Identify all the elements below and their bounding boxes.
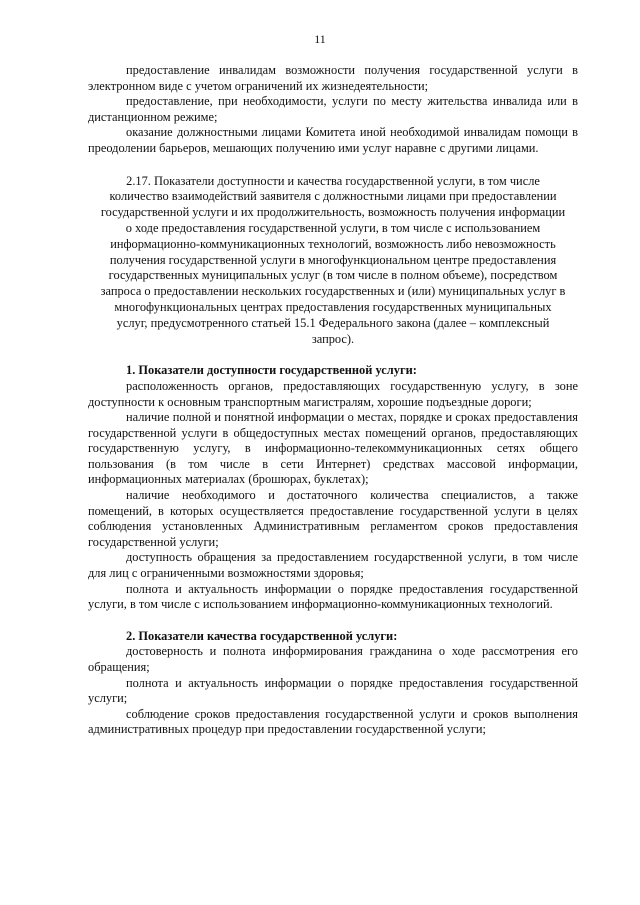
quality-item-1: достоверность и полнота информирования гражданина о ходе рассмотрения его обращения;	[88, 644, 578, 675]
page-content	[88, 63, 578, 738]
availability-item-4: доступность обращения за предоставлением государственной услуги, в том числе для лиц с ограниченными возможностями здоровья;	[88, 550, 578, 581]
quality-item-3: соблюдение сроков предоставления государственной услуги и сроков выполнения административных процедур при предоставлении государственной услуги;	[88, 706, 578, 737]
intro-paragraph-2: предоставление, при необходимости, услуги по месту жительства инвалида или в дистанционном режиме;	[88, 94, 578, 124]
quality-item-2: полнота и актуальность информации о порядке предоставления государственной услуги;	[88, 675, 578, 706]
availability-item-2: наличие полной и понятной информации о местах, порядке и сроках предоставления государственной услуги в общедоступных местах помещений органов, предоставляющих государственную услугу, в информационно-телекоммуникационных сетях общего пользования (в том числе в сети Интернет) средствах массовой информации, информационных материалах (брошюрах, буклетах);	[88, 410, 578, 487]
availability-item-3: наличие необходимого и достаточного количества специалистов, а также помещений, в которых осуществляется предоставление государственной услуги в целях соблюдения установленных Административным регламентом сроков предоставления государственной услуги;	[88, 488, 578, 549]
availability-item-5: полнота и актуальность информации о порядке предоставления государственной услуги, в том числе с использованием информационно-коммуникационных технологий.	[88, 581, 578, 612]
intro-paragraph-3: оказание должностными лицами Комитета иной необходимой инвалидам помощи в преодолении барьеров, мешающих получению ими услуг наравне с другими лицами.	[88, 125, 578, 155]
availability-item-1: расположенность органов, предоставляющих государственную услугу, в зоне доступности к основным транспортным магистралям, хорошие подъездные дороги;	[88, 378, 578, 409]
quality-heading: 2. Показатели качества государственной услуги:	[126, 628, 398, 643]
intro-paragraph-1: предоставление инвалидам возможности получения государственной услуги в электронном виде с учетом ограничений их жизнедеятельности;	[88, 63, 578, 93]
page-number: 11	[314, 32, 326, 46]
availability-heading: 1. Показатели доступности государственной услуги:	[126, 363, 417, 378]
section-2-17-heading: 2.17. Показатели доступности и качества государственной услуги, в том числе количество взаимодействий заявителя с должностными лицами при предоставлении государственной услуги и их продолжительность, возможность получения информации о ходе предоставления государственной услуги, в том числе с использованием информационно-коммуникационных технологий, возможность либо невозможность получения государственной услуги в многофункциональном центре предоставления государственных муниципальных услуг (в том числе в полном объеме), посредством запроса о предоставлении нескольких государственных и (или) муниципальных услуг в многофункциональных центрах предоставления государственных муниципальных услуг, предусмотренного статьей 15.1 Федерального закона (далее – комплексный запрос).	[100, 173, 566, 346]
